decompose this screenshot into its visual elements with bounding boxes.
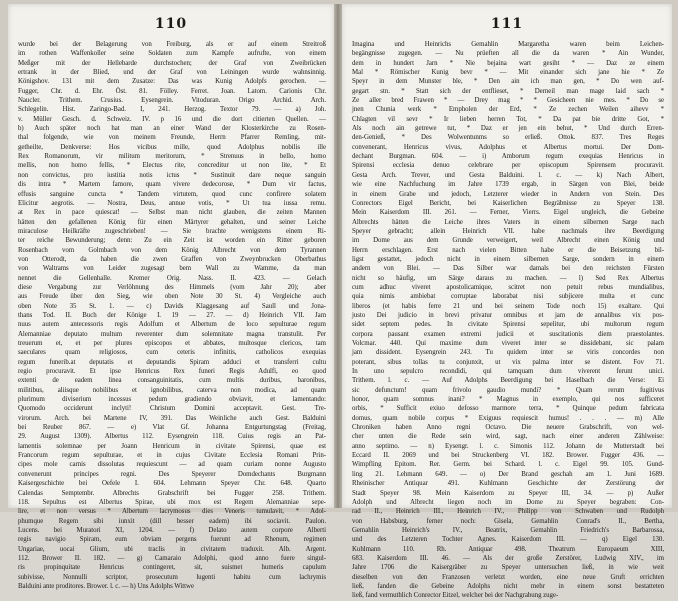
text-line: sic defunctum! quam frivolo gaudio mundi? * Quam rerum fugitivus bbox=[352, 386, 664, 394]
text-line: dis intra * Martem famore, quam vivere dedecorose, * Dum vir factus, bbox=[18, 181, 326, 189]
text-line: Naucler. Trithem. Crusius. Eysengrein. Vitoduran. Origo Archid. Arch. bbox=[18, 97, 326, 105]
page-number: 111 bbox=[490, 16, 524, 32]
text-line: Speyer gebracht; allein Heinrich VII. habe nachmals ihre Beerdigung bbox=[352, 227, 664, 235]
text-line: Albrechts hätten die Leiche ihres Vaters in einem silbernen Sarge nach bbox=[352, 218, 664, 226]
text-line: liberos (et habis ferre 21 und bei seinem Tode noch 15) exaltare. Qui bbox=[352, 302, 664, 310]
text-line: Calendas Semptembr. Albrechts Grabschrift bei Fugger 258. Trithem. bbox=[18, 489, 326, 497]
text-line: Wimpfling Epitom. Rer. Germ. bei Schard. l. c. Eigel 99. 105. Gund- bbox=[352, 461, 664, 469]
text-line: Gemahlin Heinrich's IV., Beatrix, Gemahlin Friedrich's Barbarossa, bbox=[352, 526, 664, 534]
text-line: Rheinischer Antiquar 491. Kuhlmann Geschichte der Zerstörung der bbox=[352, 480, 664, 488]
text-line: Schlegelin. Hist. Zaringo-Bad. I, 241. Herzog. Textor 79. — a) Joh. bbox=[18, 106, 326, 114]
text-line: Eccard II. 2069 und bei Struckenberg VI. 182. Brower. Fugger 436. — bbox=[352, 452, 664, 460]
text-line: In uno sepulcro recondidi, qui tamquam dum viverent ferunt unici. bbox=[352, 368, 664, 376]
text-line: mellis, non homo fellis, * Electus rite, concreditur ut non lite, * Et bbox=[18, 162, 326, 170]
text-line: Lucens. bei Muratori XI, 1204. — f) Delato autem corpore Alberti bbox=[18, 526, 326, 534]
text-line: Quomodo occiderunt inclyti! Christum Domini acceptavit. Gest. Tre- bbox=[18, 405, 326, 413]
text-line: Chroniken haben Anno regni Octavo. Die neuere Grabschrift, von wel- bbox=[352, 424, 664, 432]
text-line: ertrank in der Blied, und der Graf von Leiningen wurde wahnsinnig. bbox=[18, 69, 326, 77]
text-line: Spirensi ecclesia denuo celebrare per episcopum Spirensem procuravit. bbox=[352, 162, 664, 170]
text-line: anno septimo. — n) Eysengr. l. c. Simonis 112. Johann de Mutterstadt bei bbox=[352, 442, 664, 450]
text-line: Elicitur aegrotis. — Nostra, Deus, annue votis, * Ut tua iussa remu. bbox=[18, 199, 326, 207]
text-line: Kaisergeschichte bei Oefele I. 604. Lehmann Speyer Chr. 648. Quarto bbox=[18, 480, 326, 488]
text-line: diese Vergabung zur Verlöhnung des Himmels (vom Jahr 20); aber bbox=[18, 283, 326, 291]
text-line: im Dome aus dem Grunde verweigert, weil Albrecht einen König und bbox=[352, 237, 664, 245]
text-line: effusis sanguine cuncta * Tandem virtutem, quod cunc confirere solatem bbox=[18, 190, 326, 198]
text-line: ließ, fand vermuthlich Conrector Eitzel, welcher bei der Nachgrabung zuge- bbox=[352, 592, 559, 600]
text-line: Trithem. l. c. — Auf Adolphs Beerdigung bei Haselbach die Verse: Ei bbox=[352, 377, 664, 385]
text-line: Ze aller bred Frawen * — Drey mag * * Gesicheen nie mes. * Do se bbox=[352, 97, 664, 105]
text-line: wie eine Nachfuchung im Jahre 1739 ergab, in Särgen von Blei, beide bbox=[352, 181, 664, 189]
text-line: gegart stn. * Statt sich der entflieset, * Derneil man mage laid sach * bbox=[352, 87, 664, 95]
text-line: Meßger mit der Hellebarde durchstochen; der Graf von Zweibrücken bbox=[18, 59, 326, 67]
text-line: begängnisse zugegen. — Nu prüeften all die da waren * Ain Wunder, bbox=[352, 50, 664, 58]
text-line: phumque Regem sibi iunxit (dill besser eadem) ibi sociavit. Paulon. bbox=[18, 517, 326, 525]
text-line: Balduini ante proditores. Brower. l. c. — h) Uns Adolphs Wittwe bbox=[18, 582, 194, 590]
text-line: thans Tod. II. Buch der Könige I. 19 — 27. — d) Heinrich VII. Jam bbox=[18, 311, 326, 319]
text-line: thal folgende, wie von meinem Freunde, Herrn Pfarrer Remling, mit- bbox=[18, 134, 326, 142]
text-line: extenti de eadem linea consanguinitatis, cum multis duribus, baronibus, bbox=[18, 377, 326, 385]
text-line: treuerum et, et per plures episcopos et abbates, multosque clericos, tam bbox=[18, 340, 326, 347]
text-line: cum adhuc viveret apostolicamique, scitret non petuit rebus mundialibus, bbox=[352, 283, 664, 291]
text-line: 112. Brower II. 182. — g) Camaraio Adolphi, quod anno fuere singul- bbox=[18, 554, 326, 562]
text-line: quia nimis ambiebat corruptae laborabat nisi subjicere multa et cunc bbox=[352, 293, 664, 301]
text-line: aus Freude über den Sieg, wie oben Note 30 St. 4) Vergleiche auch bbox=[18, 293, 326, 301]
text-line: convenerant, Henricus vivus, Adolphus et Albertus mortui. Der Dom- bbox=[352, 143, 664, 151]
text-line: ling 21. Lehmann 649. — o) Der Brand geschah am 1. Juni 1689. bbox=[352, 470, 664, 478]
text-line: jnen Chunia werk * Empholen der Erd, * Ze zechen Weilen aihevv * bbox=[352, 106, 664, 114]
text-line: Jahre 1706 die Kaisergräber zu Speyer untersuchen ließ, in wie weit bbox=[352, 564, 664, 572]
text-line: saeculares quam religiosos, cum ceteris infinitis, catholicos exequias bbox=[18, 349, 326, 357]
text-line: convenerunt principes regni. Des Speyerer Domdechants Burgmann bbox=[18, 470, 326, 478]
page-body-text bbox=[352, 40, 664, 600]
text-line: den-Genieß, * Des Wolwentunms so erließ. Ottok. 837. Tres Reges bbox=[352, 134, 664, 142]
text-line: dem in hundert Jarn * Nie bejaina wart gesiht * — Daz ze einem bbox=[352, 59, 664, 67]
text-line: regio procuravit. Et ipse Henricus Rex funeri Regis Adulfi, eo quod bbox=[18, 368, 326, 376]
text-line: Kuhlmann 110. Rh. Antiquar 498. Theatrum Europaeum XIII, bbox=[352, 545, 664, 553]
text-line: corpora pausant examen extremi judicii et suscitationis diem praestolantes. bbox=[352, 330, 664, 338]
text-line: cipes mole carnis dissolutas requiescunt — ad quam curiam nonne Augusto bbox=[18, 461, 326, 469]
text-line: Volcmar. 440. Qui maxime dum viveret inter se dissidebant, sic palam bbox=[352, 340, 664, 347]
text-line: Mal * Römischer Kunig bevr * — Mit einander sich jane hie * Ze bbox=[352, 69, 664, 77]
text-line: von Waltrams von Leider zugesagt bem Wall zu Wamme, da man bbox=[18, 265, 326, 273]
text-line: 29. August 1309). Albertus 112. Eysengrein 118. Cuius regis an Pat- bbox=[18, 433, 326, 441]
text-line: Stadt Speyer 98. Mein Kaiserdom zu Speyer III, 34. — p) Außer bbox=[352, 489, 664, 497]
text-line: getheilte, Denkverse: Hos vicibus mille, quod Adolphus nobilis ille bbox=[18, 143, 326, 151]
text-line: von Habsburg, ferner noch: Gisela, Gemahlin Conrad's II., Bertha, bbox=[352, 517, 664, 525]
book-gutter bbox=[334, 4, 342, 508]
text-line: plurimum diviserium incessus pedum gradiendo obviavit, et lamentando: bbox=[18, 396, 326, 404]
text-line: militibus, aliisque nobilibus et ignobilibus, caterva non modica, ad quam bbox=[18, 386, 326, 394]
text-line: poterant, sibus tollas tu conjunxit, ut vix palma inter se distent. Fov 71. bbox=[352, 358, 664, 366]
text-line: nicht so häufig, um Särge daraus zu machen. — l) Sed Rex Albertus bbox=[352, 274, 664, 282]
text-line: 683. Kaiserdom III. 46. — Als der große Zerstörer, Ludwig XIV., im bbox=[352, 554, 664, 562]
left-page bbox=[8, 4, 334, 590]
text-line: Adolph und Albrecht liegen noch im Dome zu Speyer begraben: Con- bbox=[352, 498, 664, 506]
text-line: ter reiche Bewunderung; denn: Zu ein Zeit ist worden ein Ritter geboren bbox=[18, 237, 326, 245]
text-line: rad II., Heinrich III., Heinrich IV., Philipp von Schwaben und Rudolph bbox=[352, 508, 664, 516]
text-line: andern von Blei. — Das Silber war damals bei den reichsten Fürsten bbox=[352, 265, 664, 273]
text-line: nennet die Gellenhalle. Kremer Orig. Nass. II. 423. — Gelach bbox=[18, 274, 326, 282]
text-line: Fugger, Chr. d. Ehr. Öst. 81. Fölley. Ferret. Joan. Latom. Carionis Chr. bbox=[18, 87, 326, 95]
text-line: Königshov. 131 mit dem Zusatze: Das was Kunig Adolpfs gerochen. — bbox=[18, 78, 326, 86]
text-line: Imagina und Heinrichs Gemahlin Margaretha waren beim Leichen- bbox=[352, 41, 664, 48]
text-line: justo Dei judicio in brevi privatur omnibus et jam de annalibus vix pos- bbox=[352, 311, 664, 319]
text-line: Ungariae, uocai Glium, ubi traclis in civitatem traduxit. Alb. Argent. bbox=[18, 545, 326, 553]
text-line: hätten den gefallenen König für einen Märtyrer gehalten, und seiner Leiche bbox=[18, 218, 326, 226]
text-line: regis navigio Spiram, eum obviam pergens fuerunt ad Rhenum, regimen bbox=[18, 536, 326, 544]
text-line: Rex Romanorum, vir militum meritorum, * Strenuus in bello, homo bbox=[18, 153, 326, 161]
text-line: bei Reuber 867. — e) Vlat Gf. Johanna Entgurtungstag (Freitag, bbox=[18, 424, 326, 432]
text-line: Herrn erschlagen. Erst nach vielen Bitten habe er die Beisetzung bil- bbox=[352, 246, 664, 254]
text-line: at Rex in pace quiescat! — Selbst man nicht glauben, die zeiten Mannen bbox=[18, 209, 326, 217]
text-line: dechant Burgman. 604. — i) Amborum regum exequias Henricus in bbox=[352, 153, 664, 161]
text-line: ließ, fanden die Gebeine Adolphs nicht mehr in einem sonst bestatteten bbox=[352, 582, 664, 590]
text-line: Gesta Arch. Trever, und Gesta Balduini. l. c. — k) Nach Albert, bbox=[352, 171, 664, 179]
text-line: lamentis solemnae per Joann Henricum in civitate Spirensi, quae est bbox=[18, 442, 326, 450]
text-line: Speyr in dem Munster ble, * Den ain ich man gen, * Do wen auf- bbox=[352, 78, 664, 86]
text-line: ligst gestattet, jedoch nicht in einem silbernen Sarge, sondern in einem bbox=[352, 255, 664, 263]
text-line: 118. Sepultus est Albertus Spirae, ubi mox est Regem Alemanniae sepe- bbox=[18, 498, 326, 506]
text-line: oben Note 35 St. 1. — c) Davids Klaggesang auf Saull und Jona- bbox=[18, 302, 326, 310]
text-line: subivisse, Nonnulli scriptor, prosecutum lugenti habitu cum lachrymis bbox=[18, 573, 326, 581]
text-line: Mein Kaiserdom III. 261. — Ferner, Vierrs. Eigel ungleich, die Gebeine bbox=[352, 209, 664, 217]
text-line: im rothen Waffenkoller seine Soldaten zum Kampfe aufrufte, von einem bbox=[18, 50, 326, 58]
text-line: v. Müller Gesch. d. Schweiz. IV. p 16 und die dort citierten Quellen. — bbox=[18, 115, 326, 123]
text-line: miraculose Heilkräfte zugeschrieben! — Sie brachte wenigstens einem Ri- bbox=[18, 227, 326, 235]
text-line: wurde bei der Belagerung von Freiburg, als er auf einem Streitroß bbox=[18, 41, 326, 48]
text-line: honor, quam somnus inani? * Magnus in exemplo, qui nos sufficeret bbox=[352, 396, 664, 404]
page-body-text bbox=[18, 40, 326, 590]
text-line: cher unten die Rede sein wird, sagt, nach einer anderen Zählweise: bbox=[352, 433, 664, 441]
text-line: Francorum regum sepulturae, et in cujus Civitate Ecclesia Romani Prin- bbox=[18, 452, 326, 460]
text-line: und des Letzteren Tochter Agnes. Kaiserdom III. — q) Eigel 130. bbox=[352, 536, 664, 544]
text-line: Rosenbach vom Golmbach von dem König Albrecht von dem Tyrannen bbox=[18, 246, 326, 254]
page-number: 110 bbox=[154, 16, 188, 32]
text-line: regum funerib.at deputatis et deputandis Spiram adduci et transferri cultu bbox=[18, 358, 326, 366]
text-line: lire, et non versus * Albertum lacrymosus dies Veneris tumulavit, * Adol- bbox=[18, 508, 326, 516]
text-line: von Otterodt, da haben die zwen Graffen von Zweynbrucken Oberbathus bbox=[18, 255, 326, 263]
text-line: virorum. Arch. bei Martene IV, 391. Das Weinliche auch Gest. Balduini bbox=[18, 414, 326, 422]
text-line: Chlagten vil sevr * Ir lieben herren Tot, * Da pat bie dritte Got, * bbox=[352, 115, 664, 123]
text-line: orbis, * Sufficit exiuo defosso marmore terra, * Quinque pedum fabricata bbox=[352, 405, 664, 413]
text-line: sidet septem pedes. In civitate Spirensi sepelitur, ubi multorum regum bbox=[352, 321, 664, 329]
right-page bbox=[342, 4, 672, 600]
text-line: non convictus, pro iustitia notis ictus * Sustinuit dare neque sanguin bbox=[18, 171, 326, 179]
text-line: b) Auch später noch hat man an einer Wand der Klosterkirche zu Rosen- bbox=[18, 125, 326, 133]
text-line: jam dissident. Eysengrein 243. Tu quidem inter se viris concordes non bbox=[352, 349, 664, 357]
text-line: Als noch ain getrewe tut, * Daz er jen ein behut, * Und durch Erren- bbox=[352, 125, 664, 133]
text-line: domus, quam nobile corpus * Exiguus requiescit humus! . . . — m) Alle bbox=[352, 414, 664, 422]
text-line: nuus autem antecessoris regis Adolfum et Albertum de loco sepulturae regum bbox=[18, 321, 326, 329]
text-line: Alemanniae deputato multum reverenter dum solemnitate magna transtulit. Per bbox=[18, 330, 326, 338]
text-line: Conrectors Eigel Bericht, bei Kaiserlichen Begräbnisse zu Speyer 138. bbox=[352, 199, 664, 207]
text-line: ris propinquitate Henricus contingeret, sit, suismet humeris capulum bbox=[18, 564, 326, 572]
text-line: dieselben von den Franzosen verletzt worden, eine neue Gruft errichten bbox=[352, 573, 664, 581]
text-line: in einem Grabe und jedoch, Letzterer wieder in Andern von Stein. Des bbox=[352, 190, 664, 198]
